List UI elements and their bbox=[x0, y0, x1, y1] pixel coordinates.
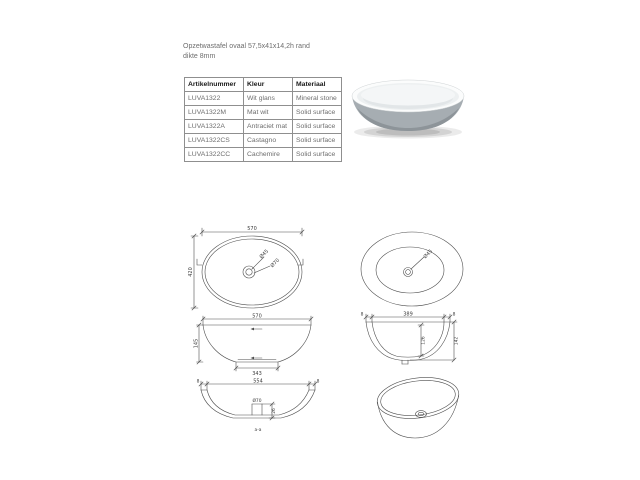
section-label: a-a bbox=[254, 428, 262, 433]
dim-top-width bbox=[361, 312, 456, 323]
dim-top-width-label: 554 bbox=[253, 378, 263, 385]
spec-cell-mat: Solid surface bbox=[293, 148, 342, 162]
dim-bottom-width bbox=[234, 362, 280, 377]
rim-left-label: 8 bbox=[196, 379, 200, 385]
rim-left-label: 8 bbox=[360, 312, 364, 318]
drain-stub bbox=[252, 397, 262, 415]
spec-cell-kleur: Castagno bbox=[244, 134, 293, 148]
dim-width-label: 570 bbox=[247, 226, 257, 232]
spec-cell-mat: Solid surface bbox=[293, 134, 342, 148]
dim-inner-depth-label: 126 bbox=[421, 336, 427, 345]
drain-dia-large-label: Ø70 bbox=[269, 257, 282, 270]
bowl-section-outline bbox=[203, 325, 311, 362]
drain bbox=[243, 248, 281, 278]
basin-outline bbox=[361, 232, 463, 306]
section-line-arrows bbox=[251, 328, 263, 360]
dim-top-width-label: 389 bbox=[403, 311, 413, 318]
dim-height bbox=[410, 320, 460, 362]
drawing-section-aa bbox=[195, 378, 321, 442]
drawing-oval-top-view bbox=[358, 228, 470, 312]
spec-header-kleur: Kleur bbox=[244, 78, 293, 92]
drain-dia-label: Ø45 bbox=[422, 248, 435, 261]
rim-right-label: 8 bbox=[316, 379, 320, 385]
spec-table bbox=[184, 77, 342, 162]
product-title bbox=[183, 42, 353, 62]
dim-depth bbox=[188, 234, 198, 310]
dim-height-label: 145 bbox=[193, 338, 200, 349]
dim-width bbox=[200, 226, 304, 236]
bowl-underside bbox=[378, 395, 459, 439]
dim-height-label: 142 bbox=[454, 336, 460, 346]
spec-cell-mat: Mineral stone bbox=[293, 92, 342, 106]
spec-cell-artikel: LUVA1322A bbox=[185, 120, 244, 134]
bowl-interior bbox=[357, 83, 459, 110]
dim-bottom-width-label: 343 bbox=[252, 371, 262, 377]
spec-cell-kleur: Cachemire bbox=[244, 148, 293, 162]
spec-cell-artikel: LUVA1322M bbox=[185, 106, 244, 120]
rim-outline bbox=[375, 373, 461, 423]
table-row bbox=[185, 120, 342, 134]
spec-cell-mat: Solid surface bbox=[293, 120, 342, 134]
spec-cell-kleur: Mat wit bbox=[244, 106, 293, 120]
drawing-front-section bbox=[193, 312, 316, 377]
table-row bbox=[185, 148, 342, 162]
section-cut-marks bbox=[197, 259, 303, 265]
dim-inner-depth bbox=[418, 323, 427, 358]
drawing-end-section bbox=[358, 310, 462, 376]
spec-header-row bbox=[185, 78, 342, 92]
dim-depth-label: 420 bbox=[188, 267, 194, 277]
spec-cell-artikel: LUVA1322CS bbox=[185, 134, 244, 148]
spec-table-wrap bbox=[184, 77, 342, 162]
dim-top-width-label: 570 bbox=[252, 313, 262, 320]
dim-drain-height-label: 26 bbox=[272, 408, 277, 414]
bowl-section-outline bbox=[366, 322, 450, 361]
product-photo bbox=[345, 62, 470, 142]
product-title-line1: Opzetwastafel ovaal 57,5x41x14,2h rand bbox=[183, 43, 310, 50]
rim-right-label: 8 bbox=[452, 312, 456, 318]
table-row bbox=[185, 134, 342, 148]
drawing-perspective-view bbox=[374, 374, 468, 446]
dim-top-width bbox=[201, 314, 313, 326]
spec-header-materiaal: Materiaal bbox=[293, 78, 342, 92]
drawing-top-view bbox=[188, 224, 312, 312]
product-title-line2: dikte 8mm bbox=[183, 53, 216, 60]
dim-top-width bbox=[197, 379, 320, 391]
drain bbox=[404, 248, 435, 277]
drain-dia-label: Ø70 bbox=[252, 399, 262, 404]
spec-cell-artikel: LUVA1322CC bbox=[185, 148, 244, 162]
spec-cell-mat: Solid surface bbox=[293, 106, 342, 120]
spec-cell-artikel: LUVA1322 bbox=[185, 92, 244, 106]
table-row bbox=[185, 106, 342, 120]
table-row bbox=[185, 92, 342, 106]
spec-cell-kleur: Wit glans bbox=[244, 92, 293, 106]
dim-height bbox=[194, 323, 204, 364]
spec-header-artikelnummer: Artikelnummer bbox=[185, 78, 244, 92]
dim-drain-height bbox=[262, 402, 277, 420]
spec-cell-kleur: Antraciet mat bbox=[244, 120, 293, 134]
drain-dia-small-label: Ø45 bbox=[258, 248, 271, 261]
